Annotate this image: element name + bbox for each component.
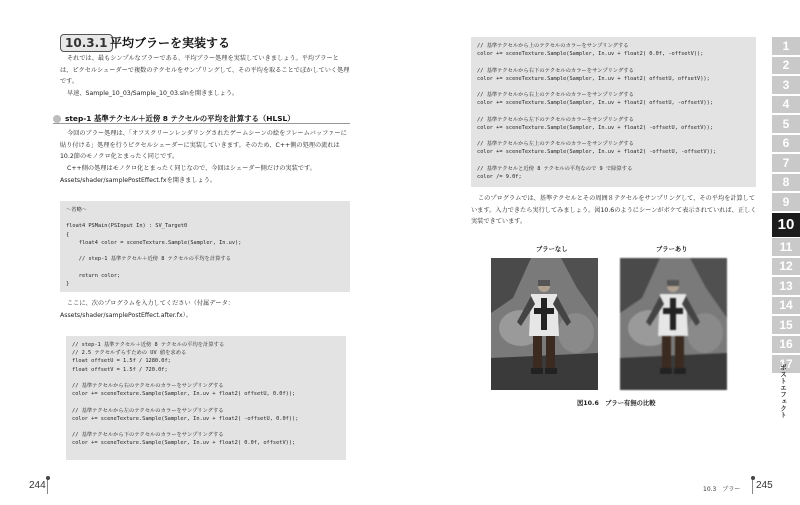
screenshot-blur [620,258,727,390]
code-line [66,247,344,255]
code-line: // 基準テクセルと近傍 8 テクセルの平均なので 9 で除算する [477,165,633,172]
chapter-tab-17[interactable]: 17 [772,355,800,373]
code-line: color += sceneTexture.Sample(Sampler, In.uv + float2( 0.0f, offsetV)); [72,440,296,447]
code-line: color += sceneTexture.Sample(Sampler, In.uv + float2( -offsetU, offsetV)); [477,124,713,131]
intro-paragraph: それでは、最もシンプルなブラーである、平均ブラー処理を実装していきましょう。平均ブラーとは、ピクセルシェーダーで複数のテクセルをサンプリングして、その平均を取ることでぼかしていく処理です。 [60,55,350,85]
code-line [72,374,340,382]
code-line: } [66,280,70,287]
chapter-tab-2[interactable]: 2 [772,57,800,75]
chapter-tab-9[interactable]: 9 [772,193,800,211]
code-line: // 基準テクセルから右下のテクセルのカラーをサンプリングする [477,67,634,74]
step-heading-text: step-1 基準テクセル＋近傍 8 テクセルの平均を計算する（HLSL） [65,114,295,123]
code-line: float offsetU = 1.5f / 1280.0f; [72,358,171,365]
after-code-paragraph: ここに、次のプログラムを入力してください（付属データ：Assets/shader/samplePostEffect.after.fx）。 [60,300,234,319]
code-line: color += sceneTexture.Sample(Sampler, In.uv + float2( -offsetU, -offsetV)); [477,149,717,156]
footer-section: 10.3 ブラー [703,486,741,493]
section-number: 10.3.1 [60,34,113,52]
code-line: // step-1 基準テクセル＋近傍 8 テクセルの平均を計算する [72,342,225,348]
chapter-tab-4[interactable]: 4 [772,96,800,114]
chapter-tab-7[interactable]: 7 [772,154,800,172]
chapter-tab-3[interactable]: 3 [772,76,800,94]
code-line: float4 PSMain(PSInput In) : SV_Target0 [66,223,188,230]
code-line: color += sceneTexture.Sample(Sampler, In.uv + float2( offsetU, offsetV)); [477,75,710,82]
code-line [477,157,750,165]
chapter-tab-12[interactable]: 12 [772,258,800,276]
chapter-tab-8[interactable]: 8 [772,174,800,192]
chapter-tab-15[interactable]: 15 [772,316,800,334]
screenshot-no-blur [491,258,598,390]
code-line: // step-1 基準テクセル＋近傍 8 テクセルの平均を計算する [66,256,232,263]
page-number-right: 245 [756,480,773,491]
code-block-3 [471,37,756,187]
code-line [66,263,344,271]
code-line: color += sceneTexture.Sample(Sampler, In.uv + float2( offsetU, 0.0f)); [72,391,296,398]
figure-label-blur: ブラーあり [656,246,688,253]
code-line: // 基準テクセルから上のテクセルのカラーをサンプリングする [477,43,629,49]
code-line: ～省略～ [66,207,88,213]
page-number-left: 244 [29,480,46,491]
page-marker-dot [46,476,50,480]
code-line [66,214,344,222]
step-paragraph-1: 今回のブラー処理は、「オフスクリーンレンダリングされたゲームシーンの絵をフレームバッファーに貼り付ける」処理を行うピクセルシェーダーに実装していきます。そのため、C++側の処理の流れは10.2節のモノクロ化とまったく同じです。 [60,130,347,160]
knight-figure-sharp [491,258,598,390]
code-line: color += sceneTexture.Sample(Sampler, In.uv + float2( offsetU, -offsetV)); [477,100,713,107]
page-marker-dot [751,476,755,480]
code-block-2 [66,336,346,460]
chapter-tab-10[interactable]: 10 [772,213,800,237]
code-line: color /= 9.0f; [477,174,522,180]
chapter-tab-16[interactable]: 16 [772,336,800,354]
code-line: // 基準テクセルから下のテクセルのカラーをサンプリングする [72,432,224,439]
code-line: color += sceneTexture.Sample(Sampler, In.uv + float2( 0.0f, -offsetV)); [477,51,704,58]
code-line: // 基準テクセルから左のテクセルのカラーをサンプリングする [72,407,224,414]
code-line: // 基準テクセルから左下のテクセルのカラーをサンプリングする [477,116,634,123]
code-line [72,398,340,406]
chapter-tab-5[interactable]: 5 [772,115,800,133]
code-line [477,58,750,66]
step-paragraph-2: C++側の処理はモノクロ化とまったく同じなので、今回はシェーダー側だけの実装です。Assets/shader/samplePostEffect.fxを開きましょう。 [60,165,316,184]
heading-divider [53,123,350,124]
bullet-icon [53,115,61,123]
code-line [477,83,750,91]
explanation-paragraph: このプログラムでは、基準テクセルとその周囲８テクセルをサンプリングして、その平均を計算しています。入力できたら実行してみましょう。図10.6のようにシーンがボケて表示されていれば、正しく実装できています。 [471,195,757,225]
chapter-tab-11[interactable]: 11 [772,238,800,256]
code-line: float4 color = sceneTexture.Sample(Sampler, In.uv); [66,239,242,246]
chapter-tab-14[interactable]: 14 [772,297,800,315]
chapter-tab-13[interactable]: 13 [772,277,800,295]
code-line: color += sceneTexture.Sample(Sampler, In.uv + float2( -offsetU, 0.0f)); [72,415,299,422]
chapter-side-label: ポストエフェクト [779,364,786,419]
code-block-1 [60,201,350,292]
code-line: // 基準テクセルから右上のテクセルのカラーをサンプリングする [477,92,634,99]
section-title: 平均ブラーを実装する [110,36,231,50]
code-line: // 2.5 テクセルずらすための UV 値を求める [72,350,187,357]
knight-figure-blurred [620,258,727,390]
code-line: // 基準テクセルから右のテクセルのカラーをサンプリングする [72,382,224,389]
code-line [477,108,750,116]
figure-caption: 図10.6 ブラー有無の比較 [577,400,656,407]
code-line: return color; [66,272,121,279]
chapter-tab-6[interactable]: 6 [772,135,800,153]
chapter-tab-1[interactable]: 1 [772,37,800,55]
page-marker-line [752,478,753,494]
code-line: { [66,231,70,238]
intro-open-file: 早速、Sample_10_03/Sample_10_03.slnを開きましょう。 [67,90,239,97]
code-line [72,423,340,431]
code-line: float offsetV = 1.5f / 720.0f; [72,366,168,373]
code-line [477,132,750,140]
page-marker-line [47,478,48,494]
code-line: // 基準テクセルから左上のテクセルのカラーをサンプリングする [477,141,634,148]
figure-label-no-blur: ブラーなし [536,246,568,253]
